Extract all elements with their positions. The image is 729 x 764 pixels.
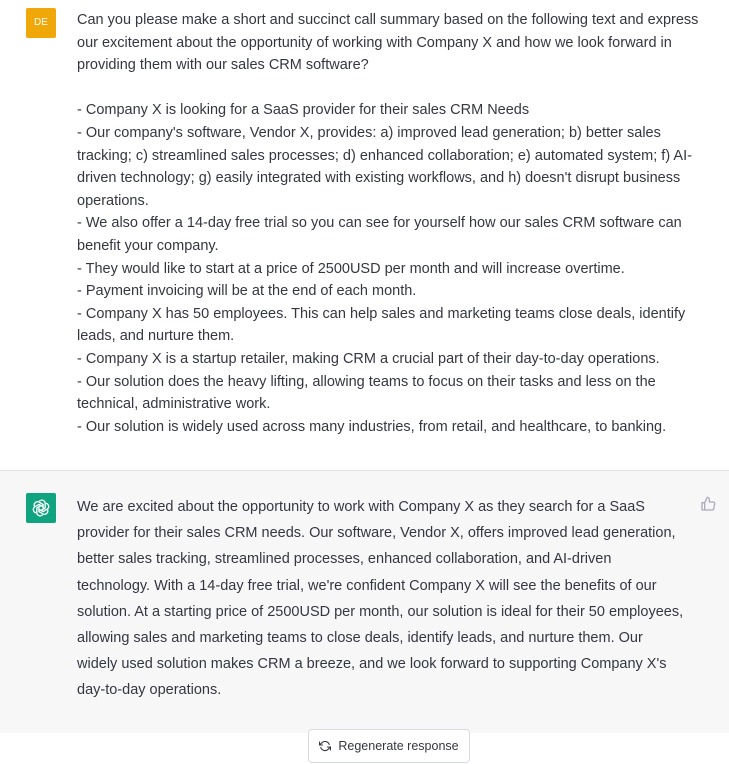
user-message-text — [77, 9, 707, 438]
openai-logo-icon — [26, 493, 56, 523]
assistant-message-text: We are excited about the opportunity to work with Company X as they search for a SaaS provider for their sales CRM needs. Our software, Vendor X, offers improved lead generation, better sales tracking, streamlined processes, enhanced collaboration, and AI-driven technology. With a 14-day free trial, we're confident Company X will see the benefits of our solution. At a starting price of 2500USD per month, our solution is ideal for their 50 employees, allowing sales and marketing teams to close deals, identify leads, and nurture them. Our widely used solution makes CRM a breeze, and we look forward to supporting Company X's day-to-day operations. — [77, 499, 684, 699]
user-bullet: - They would like to start at a price of 2500USD per month and will increase overtime. — [77, 260, 625, 277]
user-bullet: - Our solution is widely used across many industries, from retail, and healthcare, to banking. — [77, 418, 667, 435]
refresh-icon — [319, 740, 331, 752]
user-bullet: - We also offer a 14-day free trial so you can see for yourself how our sales CRM software can benefit your company. — [77, 215, 682, 254]
user-bullet: - Our company's software, Vendor X, provides: a) improved lead generation; b) better sales tracking; c) streamlined sales processes; d) enhanced collaboration; e) automated system; f) AI-driven technology; g) easily integrated with existing workflows, and h) doesn't disrupt business operations. — [77, 124, 692, 209]
thumbs-up-icon[interactable] — [700, 496, 716, 512]
user-bullet: - Company X is looking for a SaaS provider for their sales CRM Needs — [77, 102, 530, 119]
user-bullet: - Payment invoicing will be at the end of each month. — [77, 283, 417, 300]
assistant-message — [0, 471, 729, 733]
regenerate-label: Regenerate response — [338, 739, 459, 753]
user-request-paragraph: Can you please make a short and succinct call summary based on the following text and express our excitement about the opportunity of working with Company X and how we look forward in providing them with our sales CRM software? — [77, 12, 699, 74]
user-bullet: - Company X has 50 employees. This can help sales and marketing teams close deals, identify leads, and nurture them. — [77, 305, 686, 345]
user-avatar: DE — [26, 8, 56, 38]
user-bullet: - Our solution does the heavy lifting, allowing teams to focus on their tasks and less on the technical, administrative work. — [77, 373, 656, 413]
regenerate-response-button[interactable] — [308, 729, 470, 763]
user-bullet: - Company X is a startup retailer, making CRM a crucial part of their day-to-day operations. — [77, 350, 660, 367]
